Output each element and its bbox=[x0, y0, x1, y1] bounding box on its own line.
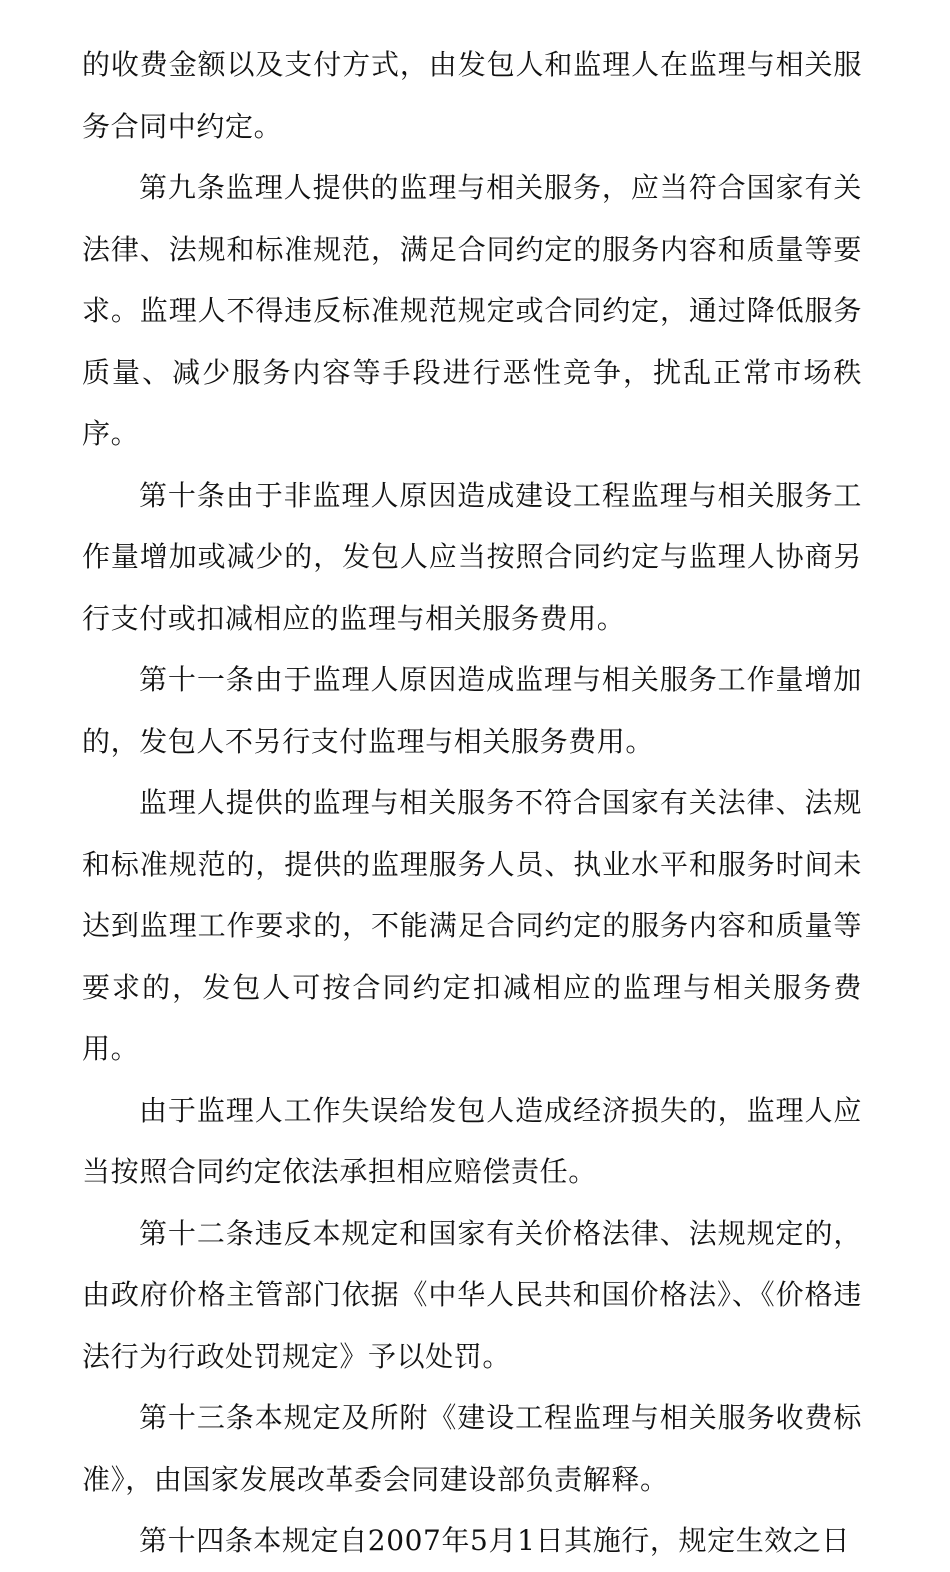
paragraph-article-11: 第十一条由于监理人原因造成监理与相关服务工作量增加的，发包人不另行支付监理与相关服务费用。 bbox=[82, 663, 862, 758]
paragraph-article-14: 第十四条本规定自2007年5月1日其施行，规定生效之日 bbox=[139, 1524, 851, 1557]
paragraph-article-11-clause-3: 由于监理人工作失误给发包人造成经济损失的，监理人应当按照合同约定依法承担相应赔偿责任。 bbox=[82, 1093, 862, 1188]
document-page bbox=[82, 34, 862, 1572]
paragraph-article-9: 第九条监理人提供的监理与相关服务，应当符合国家有关法律、法规和标准规范，满足合同约定的服务内容和质量等要求。监理人不得违反标准规范规定或合同约定，通过降低服务质量、减少服务内容等手段进行恶性竞争，扰乱正常市场秩序。 bbox=[82, 171, 862, 450]
paragraph-article-12: 第十二条违反本规定和国家有关价格法律、法规规定的，由政府价格主管部门依据《中华人民共和国价格法》、《价格违法行为行政处罚规定》予以处罚。 bbox=[82, 1216, 862, 1373]
paragraph-article-11-clause-2: 监理人提供的监理与相关服务不符合国家有关法律、法规和标准规范的，提供的监理服务人员、执业水平和服务时间未达到监理工作要求的，不能满足合同约定的服务内容和质量等要求的，发包人可按合同约定扣减相应的监理与相关服务费用。 bbox=[82, 786, 862, 1065]
paragraph-fee-amount-continuation: 的收费金额以及支付方式，由发包人和监理人在监理与相关服务合同中约定。 bbox=[82, 48, 862, 143]
paragraph-article-10: 第十条由于非监理人原因造成建设工程监理与相关服务工作量增加或减少的，发包人应当按照合同约定与监理人协商另行支付或扣减相应的监理与相关服务费用。 bbox=[82, 478, 862, 635]
paragraph-article-13: 第十三条本规定及所附《建设工程监理与相关服务收费标准》，由国家发展改革委会同建设部负责解释。 bbox=[82, 1401, 862, 1496]
